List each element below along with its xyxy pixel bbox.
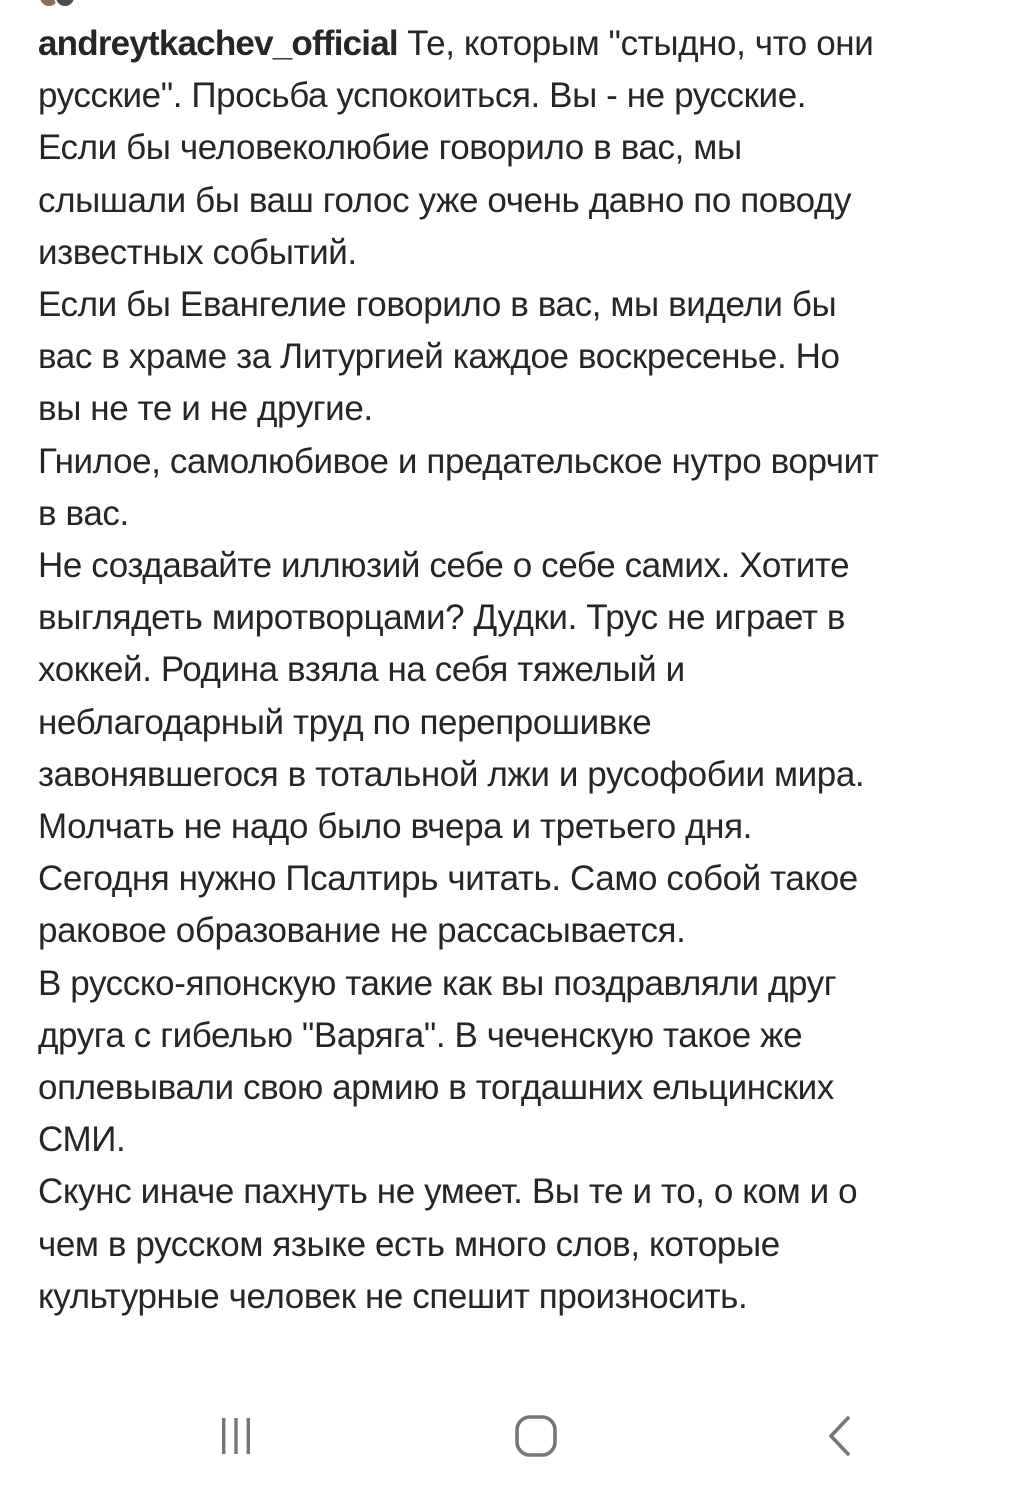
back-icon (818, 1414, 862, 1458)
caption-line: Сегодня нужно Псалтирь читать. Само собой такое (38, 859, 858, 899)
recents-button[interactable] (206, 1406, 266, 1466)
caption-line: В русско-японскую такие как вы поздравляли друг (38, 963, 837, 1003)
caption-line: выглядеть миротворцами? Дудки. Трус не играет в (38, 598, 846, 638)
caption-line: неблагодарный труд по перепрошивке (38, 702, 652, 742)
home-button[interactable] (506, 1406, 566, 1466)
caption-line: вы не те и не другие. (38, 389, 373, 429)
caption-line: раковое образование не рассасывается. (38, 911, 686, 951)
post-caption (38, 18, 1030, 1323)
caption-line: известных событий. (38, 232, 357, 272)
caption-line: хоккей. Родина взяла на себя тяжелый и (38, 650, 685, 690)
caption-line: друга с гибелью "Варяга". В чеченскую такое же (38, 1015, 803, 1055)
caption-line: вас в храме за Литургией каждое воскресенье. Но (38, 337, 840, 377)
caption-line: Если бы Евангелие говорило в вас, мы видели бы (38, 285, 837, 325)
username-link[interactable]: andreytkachev_official (38, 24, 398, 63)
back-button[interactable] (810, 1406, 870, 1466)
caption-line: русские". Просьба успокоиться. Вы - не русские. (38, 76, 807, 116)
view-comments-link-cutoff[interactable] (38, 1356, 738, 1374)
caption-line: культурные человек не спешит произносить. (38, 1276, 748, 1316)
caption-line: Скунс иначе пахнуть не умеет. Вы те и то, о ком и о (38, 1172, 858, 1212)
caption-line: оплевывали свою армию в тогдашних ельцинских (38, 1068, 834, 1108)
caption-line: Не создавайте иллюзий себе о себе самих. Хотите (38, 546, 850, 586)
home-icon (511, 1411, 561, 1461)
system-navigation-bar (0, 1378, 1036, 1494)
liked-by-avatars[interactable] (38, 0, 70, 6)
caption-line: andreytkachev_official Те, которым "стыдно, что они (38, 24, 874, 63)
caption-line: Гнилое, самолюбивое и предательское нутро ворчит (38, 441, 879, 481)
avatar (54, 0, 76, 8)
caption-line: слышали бы ваш голос уже очень давно по поводу (38, 180, 852, 220)
caption-line: в вас. (38, 493, 129, 533)
caption-line: Молчать не надо было вчера и третьего дня. (38, 807, 752, 847)
recents-icon (214, 1414, 258, 1458)
caption-line: чем в русском языке есть много слов, которые (38, 1224, 780, 1264)
caption-line: Если бы человеколюбие говорило в вас, мы (38, 128, 742, 168)
caption-line: завонявшегося в тотальной лжи и русофобии мира. (38, 754, 865, 794)
caption-line: СМИ. (38, 1120, 126, 1160)
